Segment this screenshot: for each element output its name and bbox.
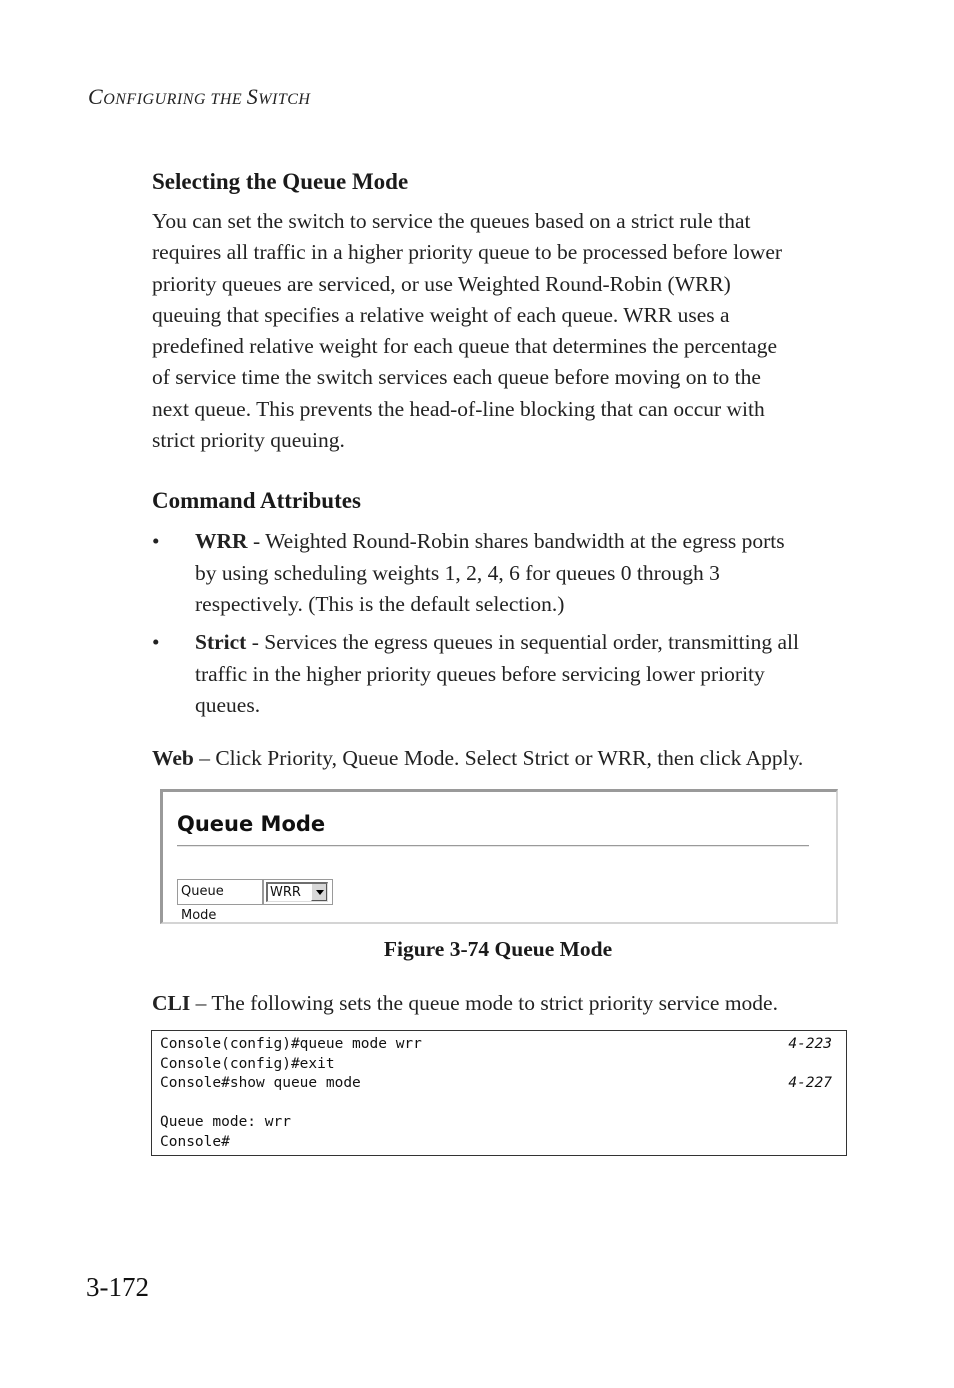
running-head: CONFIGURING THE SWITCH (88, 84, 311, 109)
code-ref: 4-227 (788, 1075, 832, 1091)
para-line: of service time the switch services each queue before moving on to the (152, 365, 761, 390)
code-line: Queue mode: wrr (160, 1114, 291, 1130)
code-line: Console#show queue mode 4-227 (160, 1074, 832, 1094)
section-heading-command-attributes: Command Attributes (152, 488, 361, 513)
intro-paragraph (152, 206, 852, 456)
code-line (160, 1094, 832, 1114)
chevron-down-icon[interactable] (311, 884, 327, 901)
para-line: next queue. This prevents the head-of-line blocking that can occur with (152, 396, 765, 421)
title-divider (177, 845, 809, 847)
para-line: priority queues are serviced, or use Weighted Round-Robin (WRR) (152, 271, 731, 296)
para-line: strict priority queuing. (152, 428, 345, 453)
code-line: Console(config)#queue mode wrr 4-223 (160, 1035, 832, 1055)
bullet-dot: • (152, 529, 160, 553)
queue-mode-screenshot (160, 789, 838, 924)
queue-mode-title: Queue Mode (177, 812, 326, 836)
para-line: requires all traffic in a higher priority queue to be processed before lower (152, 240, 783, 265)
queue-mode-select[interactable] (266, 882, 328, 902)
figure-caption: Figure 3-74 Queue Mode (383, 937, 613, 961)
cli-instructions: CLI – The following sets the queue mode to strict priority service mode. (152, 991, 778, 1015)
page-number: 3-172 (86, 1272, 149, 1302)
queue-mode-value: WRR (270, 885, 301, 900)
code-ref: 4-223 (788, 1036, 832, 1052)
section-heading-queue-mode: Selecting the Queue Mode (152, 169, 409, 194)
queue-mode-cell (263, 879, 333, 905)
para-line: You can set the switch to service the queues based on a strict rule that (152, 209, 751, 233)
para-line: queuing that specifies a relative weight of each queue. WRR uses a (152, 302, 730, 327)
code-line: Console(config)#exit (160, 1055, 335, 1072)
cli-code-block (151, 1030, 847, 1156)
code-line: Console# (160, 1133, 230, 1150)
queue-mode-label: Queue Mode (177, 879, 263, 905)
para-line: predefined relative weight for each queue that determines the percentage (152, 334, 777, 359)
bullet-dot: • (152, 630, 160, 654)
bullet-term: WRR (195, 529, 248, 553)
web-instructions: Web – Click Priority, Queue Mode. Select Strict or WRR, then click Apply. (152, 746, 804, 770)
bullet-term: Strict (195, 630, 247, 654)
